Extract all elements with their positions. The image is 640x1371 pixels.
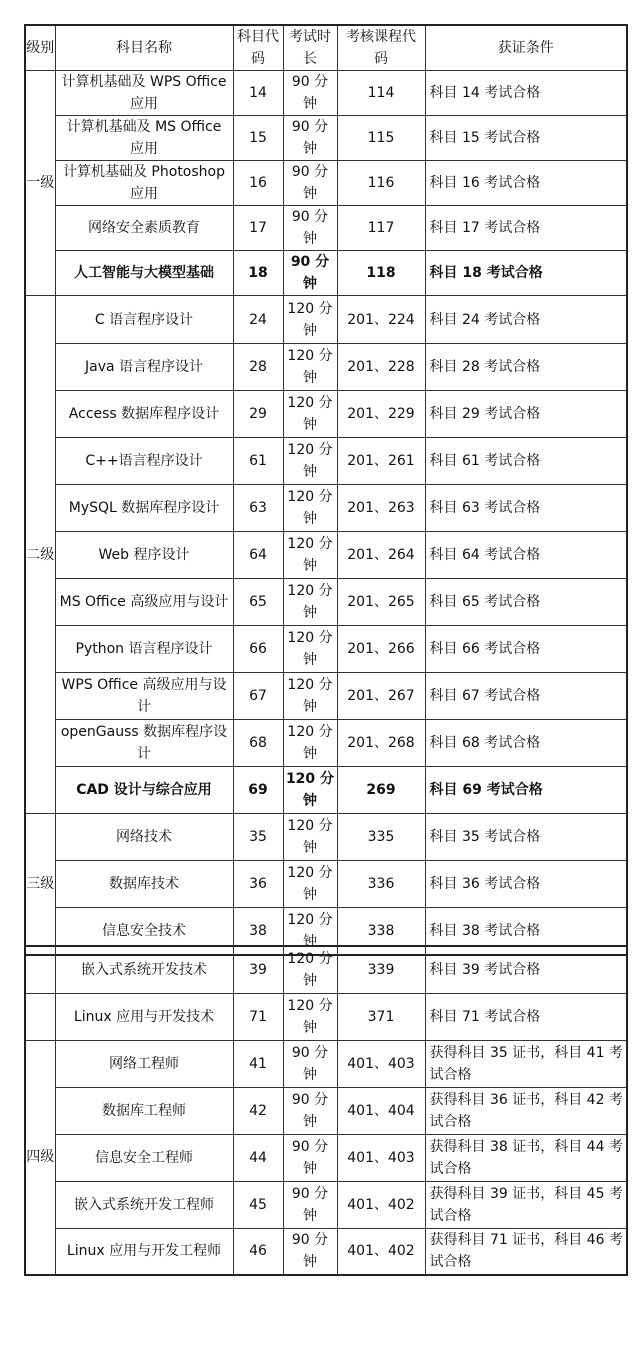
subject-code-cell: 64 bbox=[233, 532, 283, 579]
subject-code-cell: 36 bbox=[233, 861, 283, 908]
subject-name-cell: 网络安全素质教育 bbox=[55, 206, 233, 251]
condition-cell: 科目 36 考试合格 bbox=[425, 861, 627, 908]
table-row bbox=[25, 1228, 627, 1275]
subject-code-cell: 65 bbox=[233, 579, 283, 626]
condition-cell: 获得科目 39 证书，科目 45 考试合格 bbox=[425, 1181, 627, 1228]
subject-code-cell: 29 bbox=[233, 391, 283, 438]
subject-code-cell: 46 bbox=[233, 1228, 283, 1275]
subject-code-cell: 35 bbox=[233, 814, 283, 861]
course-code-cell: 401、402 bbox=[337, 1228, 425, 1275]
course-code-cell: 339 bbox=[337, 946, 425, 993]
condition-cell: 科目 71 考试合格 bbox=[425, 993, 627, 1040]
condition-cell: 科目 15 考试合格 bbox=[425, 116, 627, 161]
condition-cell: 科目 39 考试合格 bbox=[425, 946, 627, 993]
subject-name-cell: 嵌入式系统开发技术 bbox=[55, 946, 233, 993]
subject-code-cell: 63 bbox=[233, 485, 283, 532]
subject-name-cell: 信息安全技术 bbox=[55, 908, 233, 955]
table-row bbox=[25, 438, 627, 485]
duration-cell: 120 分钟 bbox=[283, 626, 337, 673]
header-course-code: 考核课程代码 bbox=[337, 25, 425, 71]
duration-cell: 120 分钟 bbox=[283, 532, 337, 579]
duration-cell: 90 分钟 bbox=[283, 206, 337, 251]
course-code-cell: 201、261 bbox=[337, 438, 425, 485]
subject-name-cell: MySQL 数据库程序设计 bbox=[55, 485, 233, 532]
course-code-cell: 118 bbox=[337, 251, 425, 296]
duration-cell: 120 分钟 bbox=[283, 908, 337, 955]
course-code-cell: 401、403 bbox=[337, 1134, 425, 1181]
duration-cell: 120 分钟 bbox=[283, 391, 337, 438]
subject-name-cell: 网络工程师 bbox=[55, 1040, 233, 1087]
subject-name-cell: Python 语言程序设计 bbox=[55, 626, 233, 673]
course-code-cell: 201、263 bbox=[337, 485, 425, 532]
condition-cell: 获得科目 38 证书，科目 44 考试合格 bbox=[425, 1134, 627, 1181]
subject-code-cell: 41 bbox=[233, 1040, 283, 1087]
course-code-cell: 201、264 bbox=[337, 532, 425, 579]
course-code-cell: 117 bbox=[337, 206, 425, 251]
subject-name-cell: 数据库技术 bbox=[55, 861, 233, 908]
subject-code-cell: 15 bbox=[233, 116, 283, 161]
condition-cell: 科目 16 考试合格 bbox=[425, 161, 627, 206]
duration-cell: 90 分钟 bbox=[283, 1181, 337, 1228]
duration-cell: 120 分钟 bbox=[283, 438, 337, 485]
condition-cell: 科目 63 考试合格 bbox=[425, 485, 627, 532]
table-row bbox=[25, 993, 627, 1040]
level-cell-empty bbox=[25, 946, 55, 993]
condition-cell: 科目 17 考试合格 bbox=[425, 206, 627, 251]
table-row bbox=[25, 1181, 627, 1228]
course-code-cell: 401、403 bbox=[337, 1040, 425, 1087]
condition-cell: 科目 61 考试合格 bbox=[425, 438, 627, 485]
subject-name-cell: Java 语言程序设计 bbox=[55, 344, 233, 391]
subject-name-cell: Access 数据库程序设计 bbox=[55, 391, 233, 438]
table-row bbox=[25, 720, 627, 767]
level-cell: 三级 bbox=[25, 814, 55, 955]
subject-code-cell: 61 bbox=[233, 438, 283, 485]
course-code-cell: 269 bbox=[337, 767, 425, 814]
table-body-part1 bbox=[25, 71, 627, 955]
duration-cell: 90 分钟 bbox=[283, 71, 337, 116]
subject-name-cell: CAD 设计与综合应用 bbox=[55, 767, 233, 814]
subject-code-cell: 42 bbox=[233, 1087, 283, 1134]
table-row bbox=[25, 626, 627, 673]
course-code-cell: 336 bbox=[337, 861, 425, 908]
subject-code-cell: 14 bbox=[233, 71, 283, 116]
subject-name-cell: openGauss 数据库程序设计 bbox=[55, 720, 233, 767]
condition-cell: 科目 67 考试合格 bbox=[425, 673, 627, 720]
condition-cell: 获得科目 36 证书，科目 42 考试合格 bbox=[425, 1087, 627, 1134]
condition-cell: 科目 29 考试合格 bbox=[425, 391, 627, 438]
course-code-cell: 115 bbox=[337, 116, 425, 161]
subject-name-cell: 计算机基础及 Photoshop 应用 bbox=[55, 161, 233, 206]
subject-code-cell: 38 bbox=[233, 908, 283, 955]
condition-cell: 科目 64 考试合格 bbox=[425, 532, 627, 579]
duration-cell: 120 分钟 bbox=[283, 993, 337, 1040]
duration-cell: 120 分钟 bbox=[283, 579, 337, 626]
duration-cell: 120 分钟 bbox=[283, 296, 337, 344]
subject-code-cell: 16 bbox=[233, 161, 283, 206]
duration-cell: 90 分钟 bbox=[283, 116, 337, 161]
subject-name-cell: C++语言程序设计 bbox=[55, 438, 233, 485]
course-code-cell: 201、224 bbox=[337, 296, 425, 344]
table-row bbox=[25, 673, 627, 720]
subject-name-cell: 人工智能与大模型基础 bbox=[55, 251, 233, 296]
course-code-cell: 338 bbox=[337, 908, 425, 955]
subject-name-cell: WPS Office 高级应用与设计 bbox=[55, 673, 233, 720]
subject-name-cell: C 语言程序设计 bbox=[55, 296, 233, 344]
condition-cell: 获得科目 71 证书，科目 46 考试合格 bbox=[425, 1228, 627, 1275]
exam-table-part2 bbox=[24, 945, 628, 1276]
duration-cell: 120 分钟 bbox=[283, 861, 337, 908]
header-level: 级别 bbox=[25, 25, 55, 71]
duration-cell: 90 分钟 bbox=[283, 161, 337, 206]
table-row bbox=[25, 161, 627, 206]
subject-code-cell: 68 bbox=[233, 720, 283, 767]
condition-cell: 科目 24 考试合格 bbox=[425, 296, 627, 344]
header-row bbox=[25, 25, 627, 71]
subject-code-cell: 45 bbox=[233, 1181, 283, 1228]
table-row bbox=[25, 579, 627, 626]
course-code-cell: 201、228 bbox=[337, 344, 425, 391]
table-row bbox=[25, 391, 627, 438]
table-row bbox=[25, 814, 627, 861]
duration-cell: 90 分钟 bbox=[283, 1134, 337, 1181]
subject-code-cell: 71 bbox=[233, 993, 283, 1040]
table-row bbox=[25, 1040, 627, 1087]
duration-cell: 120 分钟 bbox=[283, 673, 337, 720]
condition-cell: 科目 68 考试合格 bbox=[425, 720, 627, 767]
subject-name-cell: 网络技术 bbox=[55, 814, 233, 861]
course-code-cell: 201、229 bbox=[337, 391, 425, 438]
condition-cell: 科目 18 考试合格 bbox=[425, 251, 627, 296]
table-row bbox=[25, 532, 627, 579]
subject-name-cell: 计算机基础及 MS Office 应用 bbox=[55, 116, 233, 161]
course-code-cell: 371 bbox=[337, 993, 425, 1040]
table-row bbox=[25, 485, 627, 532]
course-code-cell: 201、268 bbox=[337, 720, 425, 767]
duration-cell: 90 分钟 bbox=[283, 1087, 337, 1134]
duration-cell: 90 分钟 bbox=[283, 1228, 337, 1275]
subject-name-cell: Linux 应用与开发工程师 bbox=[55, 1228, 233, 1275]
subject-name-cell: 信息安全工程师 bbox=[55, 1134, 233, 1181]
course-code-cell: 401、404 bbox=[337, 1087, 425, 1134]
condition-cell: 科目 35 考试合格 bbox=[425, 814, 627, 861]
subject-code-cell: 44 bbox=[233, 1134, 283, 1181]
subject-name-cell: 计算机基础及 WPS Office 应用 bbox=[55, 71, 233, 116]
subject-name-cell: MS Office 高级应用与设计 bbox=[55, 579, 233, 626]
duration-cell: 120 分钟 bbox=[283, 767, 337, 814]
condition-cell: 科目 65 考试合格 bbox=[425, 579, 627, 626]
header-subject-name: 科目名称 bbox=[55, 25, 233, 71]
course-code-cell: 201、265 bbox=[337, 579, 425, 626]
course-code-cell: 114 bbox=[337, 71, 425, 116]
table-row bbox=[25, 861, 627, 908]
level-cell-empty bbox=[25, 993, 55, 1040]
level-cell: 二级 bbox=[25, 296, 55, 814]
level-cell: 一级 bbox=[25, 71, 55, 296]
table-row bbox=[25, 1134, 627, 1181]
subject-name-cell: 嵌入式系统开发工程师 bbox=[55, 1181, 233, 1228]
header-subject-code: 科目代码 bbox=[233, 25, 283, 71]
subject-code-cell: 28 bbox=[233, 344, 283, 391]
duration-cell: 120 分钟 bbox=[283, 720, 337, 767]
subject-name-cell: Web 程序设计 bbox=[55, 532, 233, 579]
subject-code-cell: 69 bbox=[233, 767, 283, 814]
header-condition: 获证条件 bbox=[425, 25, 627, 71]
table-row bbox=[25, 251, 627, 296]
duration-cell: 90 分钟 bbox=[283, 1040, 337, 1087]
subject-code-cell: 67 bbox=[233, 673, 283, 720]
subject-code-cell: 66 bbox=[233, 626, 283, 673]
level-cell: 四级 bbox=[25, 1040, 55, 1275]
table-row bbox=[25, 116, 627, 161]
subject-code-cell: 24 bbox=[233, 296, 283, 344]
table-row bbox=[25, 946, 627, 993]
table-row bbox=[25, 344, 627, 391]
condition-cell: 科目 38 考试合格 bbox=[425, 908, 627, 955]
duration-cell: 120 分钟 bbox=[283, 814, 337, 861]
course-code-cell: 401、402 bbox=[337, 1181, 425, 1228]
table-body-part2 bbox=[25, 946, 627, 1275]
table-row bbox=[25, 1087, 627, 1134]
duration-cell: 120 分钟 bbox=[283, 485, 337, 532]
header-duration: 考试时长 bbox=[283, 25, 337, 71]
exam-table-part1 bbox=[24, 24, 628, 956]
course-code-cell: 201、266 bbox=[337, 626, 425, 673]
subject-name-cell: Linux 应用与开发技术 bbox=[55, 993, 233, 1040]
duration-cell: 90 分钟 bbox=[283, 251, 337, 296]
subject-code-cell: 39 bbox=[233, 946, 283, 993]
duration-cell: 120 分钟 bbox=[283, 344, 337, 391]
table-row bbox=[25, 296, 627, 344]
subject-code-cell: 17 bbox=[233, 206, 283, 251]
condition-cell: 科目 66 考试合格 bbox=[425, 626, 627, 673]
duration-cell: 120 分钟 bbox=[283, 946, 337, 993]
table-row bbox=[25, 767, 627, 814]
subject-name-cell: 数据库工程师 bbox=[55, 1087, 233, 1134]
condition-cell: 科目 14 考试合格 bbox=[425, 71, 627, 116]
course-code-cell: 116 bbox=[337, 161, 425, 206]
table-row bbox=[25, 206, 627, 251]
condition-cell: 科目 28 考试合格 bbox=[425, 344, 627, 391]
course-code-cell: 201、267 bbox=[337, 673, 425, 720]
condition-cell: 科目 69 考试合格 bbox=[425, 767, 627, 814]
course-code-cell: 335 bbox=[337, 814, 425, 861]
table-row bbox=[25, 71, 627, 116]
subject-code-cell: 18 bbox=[233, 251, 283, 296]
condition-cell: 获得科目 35 证书，科目 41 考试合格 bbox=[425, 1040, 627, 1087]
